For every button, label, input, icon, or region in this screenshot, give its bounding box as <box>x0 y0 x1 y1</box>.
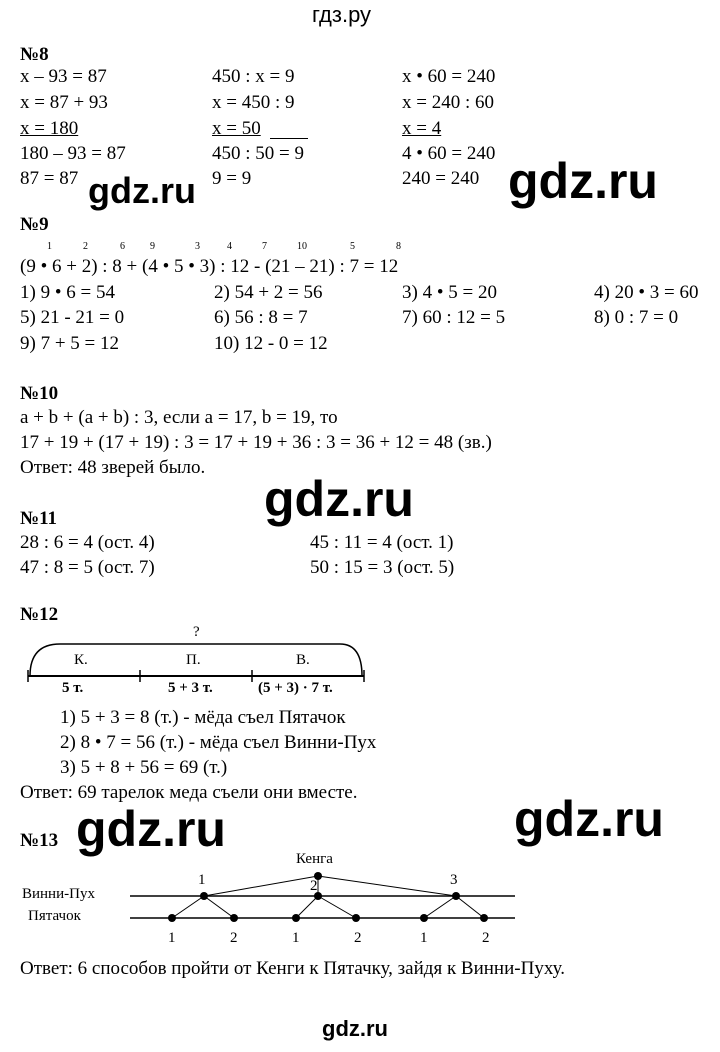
problem-13-title: №13 <box>20 830 59 851</box>
step: 9) 7 + 5 = 12 <box>20 333 120 354</box>
order-mark: 6 <box>120 241 125 252</box>
path <box>318 876 456 896</box>
equation-line: x • 60 = 240 <box>402 66 496 87</box>
calculation: 17 + 19 + (17 + 19) : 3 = 17 + 19 + 36 : 3 = 36 + 12 = 48 (зв.) <box>20 432 492 453</box>
step: 2) 8 • 7 = 56 (т.) - мёда съел Винни-Пух <box>60 732 377 753</box>
segment-value: (5 + 3) · 7 т. <box>258 680 333 696</box>
path-number: 2 <box>482 930 490 946</box>
path <box>204 876 318 896</box>
answer: Ответ: 6 способов пройти от Кенги к Пятачку, зайдя к Винни-Пуху. <box>20 958 565 979</box>
node-label-kenga: Кенга <box>296 851 333 867</box>
expression: (9 • 6 + 2) : 8 + (4 • 5 • 3) : 12 - (21 – 21) : 7 = 12 <box>20 256 399 277</box>
condition: a + b + (a + b) : 3, если a = 17, b = 19, то <box>20 407 338 428</box>
step: 1) 9 • 6 = 54 <box>20 282 115 303</box>
division-item: 28 : 6 = 4 (ост. 4) <box>20 532 155 553</box>
watermark: gdz.ru <box>76 801 226 857</box>
equation-line: x = 450 : 9 <box>212 92 295 113</box>
step: 4) 20 • 3 = 60 <box>594 282 699 303</box>
equation-check: 180 – 93 = 87 <box>20 143 126 164</box>
underline-extension <box>270 138 308 139</box>
watermark: gdz.ru <box>264 471 414 527</box>
segment-value: 5 + 3 т. <box>168 680 213 696</box>
problem-10-title: №10 <box>20 383 59 404</box>
problem-9-title: №9 <box>20 214 49 235</box>
order-mark: 1 <box>47 241 52 252</box>
node-piglet <box>292 914 300 922</box>
node-piglet <box>230 914 238 922</box>
segment-label: В. <box>296 652 310 668</box>
segment-value: 5 т. <box>62 680 84 696</box>
path <box>204 896 234 918</box>
order-mark: 7 <box>262 241 267 252</box>
equation-check: 87 = 87 <box>20 168 79 189</box>
order-mark: 4 <box>227 241 232 252</box>
path-number: 1 <box>292 930 300 946</box>
equation-line: x = 87 + 93 <box>20 92 108 113</box>
equation-result: x = 180 <box>20 118 79 139</box>
path-diagram <box>130 864 520 940</box>
watermark: gdz.ru <box>508 153 658 209</box>
segment-label: П. <box>186 652 201 668</box>
site-title: гдз.ру <box>312 2 372 27</box>
path <box>424 896 456 918</box>
equation-line: x – 93 = 87 <box>20 66 107 87</box>
order-mark: 8 <box>396 241 401 252</box>
answer: Ответ: 69 тарелок меда съели они вместе. <box>20 782 358 803</box>
division-item: 50 : 15 = 3 (ост. 5) <box>310 557 455 578</box>
path-number: 2 <box>310 878 318 894</box>
problem-8-title: №8 <box>20 44 49 65</box>
watermark: gdz.ru <box>514 791 664 847</box>
step: 8) 0 : 7 = 0 <box>594 307 679 328</box>
step: 7) 60 : 12 = 5 <box>402 307 506 328</box>
path-number: 2 <box>230 930 238 946</box>
order-mark: 2 <box>83 241 88 252</box>
path <box>456 896 484 918</box>
step: 6) 56 : 8 = 7 <box>214 307 308 328</box>
equation-line: x = 240 : 60 <box>402 92 494 113</box>
division-item: 45 : 11 = 4 (ост. 1) <box>310 532 454 553</box>
path-number: 1 <box>198 872 206 888</box>
question-mark: ? <box>193 624 200 640</box>
path-number: 1 <box>420 930 428 946</box>
step: 3) 4 • 5 = 20 <box>402 282 497 303</box>
footer-watermark: gdz.ru <box>322 1016 388 1041</box>
step: 10) 12 - 0 = 12 <box>214 333 328 354</box>
order-mark: 3 <box>195 241 200 252</box>
watermark: gdz.ru <box>88 170 196 211</box>
step: 1) 5 + 3 = 8 (т.) - мёда съел Пятачок <box>60 707 346 728</box>
order-mark: 10 <box>297 241 307 252</box>
node-piglet <box>480 914 488 922</box>
path-number: 2 <box>354 930 362 946</box>
equation-result: x = 4 <box>402 118 442 139</box>
path <box>318 896 356 918</box>
row-label-piglet: Пятачок <box>28 908 81 924</box>
segment-label: К. <box>74 652 88 668</box>
node-piglet <box>352 914 360 922</box>
problem-11-title: №11 <box>20 508 58 529</box>
step: 2) 54 + 2 = 56 <box>214 282 323 303</box>
answer: Ответ: 48 зверей было. <box>20 457 206 478</box>
path-number: 1 <box>168 930 176 946</box>
step: 5) 21 - 21 = 0 <box>20 307 125 328</box>
order-mark: 9 <box>150 241 155 252</box>
node-winnie <box>452 892 460 900</box>
equation-check: 240 = 240 <box>402 168 480 189</box>
equation-check: 9 = 9 <box>212 168 252 189</box>
node-winnie <box>200 892 208 900</box>
equation-result: x = 50 <box>212 118 261 139</box>
path-number: 3 <box>450 872 458 888</box>
division-item: 47 : 8 = 5 (ост. 7) <box>20 557 155 578</box>
problem-12-title: №12 <box>20 604 59 625</box>
path <box>172 896 204 918</box>
equation-line: 450 : x = 9 <box>212 66 295 87</box>
equation-check: 450 : 50 = 9 <box>212 143 304 164</box>
order-mark: 5 <box>350 241 355 252</box>
path <box>296 896 318 918</box>
row-label-winnie: Винни-Пух <box>22 886 95 902</box>
step: 3) 5 + 8 + 56 = 69 (т.) <box>60 757 228 778</box>
node-piglet <box>168 914 176 922</box>
node-piglet <box>420 914 428 922</box>
equation-check: 4 • 60 = 240 <box>402 143 496 164</box>
